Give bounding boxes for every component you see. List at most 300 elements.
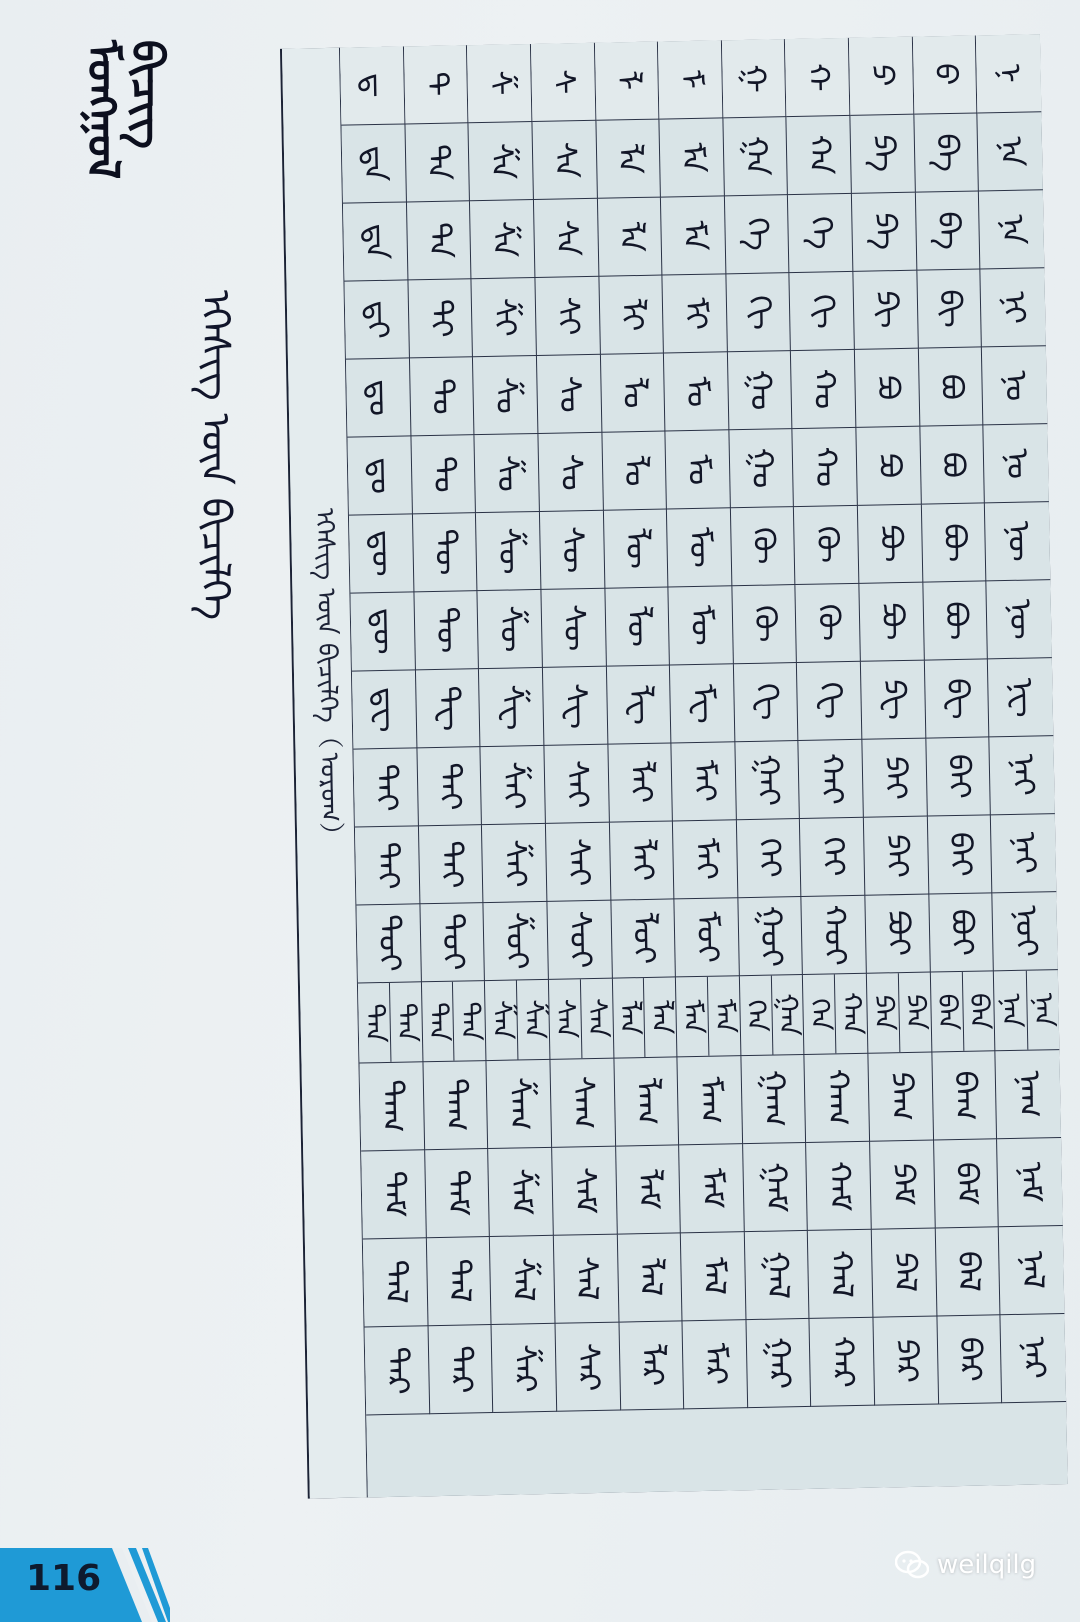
syllable-glyph: ᠪᠤ — [934, 451, 971, 478]
syllable-glyph: ᠳᠡᠨ — [358, 1002, 390, 1043]
syllable-glyph: ᠯᠡ — [612, 221, 648, 253]
syllable-glyph: ᠰᠠ — [547, 141, 583, 179]
grid-cell — [407, 201, 472, 280]
syllable-glyph: ᠰᠥ — [554, 525, 591, 574]
grid-cell — [850, 115, 915, 194]
grid-cell — [549, 979, 614, 1060]
grid-cell — [472, 278, 537, 357]
grid-cell — [361, 1150, 426, 1239]
syllable-glyph: ᠭᠠᠷ — [760, 1336, 797, 1390]
syllable-glyph: ᠱᠠᠢ — [495, 760, 532, 810]
syllable-glyph: ᠳᠣᠢ — [370, 914, 408, 973]
letter-glyph: ᠪ — [927, 63, 963, 87]
page-number: 116 — [26, 1558, 102, 1599]
chat-bubble-icon — [895, 1550, 929, 1580]
grid-cell — [914, 113, 979, 192]
grid-cell — [808, 1230, 873, 1319]
letter-glyph: ᠮ — [672, 69, 709, 90]
grid-cell — [492, 1324, 557, 1413]
syllable-glyph: ᠬᠥ — [809, 525, 845, 565]
grid-cell — [935, 1227, 1000, 1316]
grid-cell — [550, 1059, 615, 1148]
letter-glyph: ᠳ — [354, 72, 391, 99]
grid-cell — [729, 429, 794, 508]
grid-cell — [788, 194, 853, 273]
syllable-glyph: ᠬᠠᠮ — [821, 1160, 858, 1212]
syllable-glyph: ᠯᠠᠯ — [632, 1258, 668, 1297]
syllable-glyph: ᠫᠠᠨ — [899, 994, 931, 1031]
syllable-glyph: ᠱᠠᠮ — [503, 1168, 540, 1216]
grid-cell — [802, 896, 867, 975]
syllable-glyph: ᠭᠡᠨ — [740, 998, 772, 1032]
syllable-glyph: ᠬᠧ — [812, 681, 848, 720]
grid-cell-half — [740, 976, 773, 1056]
grid-cell — [546, 823, 611, 902]
syllable-glyph: ᠳᠡᠢ — [369, 841, 406, 890]
grid-cell — [861, 661, 926, 740]
syllable-glyph: ᠬᠡᠨ — [804, 997, 835, 1031]
grid-cell — [794, 506, 859, 585]
syllable-glyph: ᠱᠦ — [492, 605, 529, 653]
syllable-glyph: ᠰᠠᠷ — [570, 1342, 607, 1392]
grid-cell — [476, 512, 541, 591]
syllable-glyph: ᠭᠤ — [743, 447, 780, 489]
grid-cell — [404, 45, 469, 124]
syllable-glyph: ᠱᠠ — [483, 142, 520, 180]
grid-cell — [934, 1139, 999, 1228]
grid-cell — [670, 664, 735, 743]
syllable-glyph: ᠫᠣᠢ — [880, 910, 916, 958]
grid-cell — [619, 1321, 684, 1410]
syllable-glyph: ᠮᠡᠢ — [687, 837, 724, 881]
syllable-glyph: ᠯᠣ — [615, 376, 651, 409]
grid-cell — [726, 273, 791, 352]
grid-cell-half — [708, 976, 740, 1056]
syllable-glyph: ᠬᠦ — [810, 603, 847, 642]
syllable-glyph: ᠨᠠᠮ — [1012, 1161, 1049, 1203]
grid-cell — [996, 1050, 1061, 1139]
syllable-glyph: ᠰᠡᠨ — [549, 998, 581, 1040]
grid-cell — [732, 585, 797, 664]
grid-cell — [923, 581, 988, 660]
grid-cell — [596, 120, 661, 199]
syllable-glyph: ᠮᠠᠭ — [692, 1076, 729, 1125]
syllable-glyph: ᠲᠣ — [424, 377, 460, 415]
syllable-glyph: ᠫᠣ — [869, 374, 906, 401]
grid-cell — [663, 274, 728, 353]
grid-cell — [537, 355, 602, 434]
syllable-glyph: ᠮᠠᠯ — [695, 1256, 732, 1296]
syllable-glyph: ᠯᠥ — [618, 527, 654, 570]
letter-glyph: ᠰ — [545, 69, 582, 95]
syllable-glyph: ᠭᠠᠯ — [759, 1250, 796, 1300]
syllable-glyph: ᠪᠥ — [936, 522, 972, 563]
syllable-glyph: ᠮᠣᠢ — [689, 911, 726, 964]
syllable-glyph: ᠲᠧ — [430, 685, 467, 732]
grid-cell — [405, 123, 470, 202]
grid-cell — [987, 580, 1052, 659]
grid-cell — [931, 971, 996, 1052]
grid-cell — [602, 432, 667, 511]
syllable-glyph: ᠭᠠ — [737, 135, 774, 177]
grid-cell — [916, 191, 981, 270]
grid-cell — [425, 1149, 490, 1238]
syllable-glyph: ᠳᠣ — [360, 378, 397, 417]
syllable-glyph: ᠮᠦ — [683, 604, 720, 647]
grid-cell — [544, 745, 609, 824]
syllable-glyph: ᠪᠠ — [928, 132, 965, 173]
syllable-glyph: ᠳᠠᠮ — [375, 1170, 412, 1218]
grid-cell — [738, 897, 803, 976]
grid-cell — [920, 425, 985, 504]
letter-glyph: ᠫ — [863, 64, 900, 88]
syllable-glyph: ᠰᠠᠭ — [564, 1075, 602, 1130]
syllable-glyph: ᠮᠡ — [675, 219, 712, 251]
grid-cell — [347, 436, 412, 515]
syllable-glyph: ᠳᠦ — [365, 607, 401, 656]
syllable-glyph: ᠭᠥ — [745, 527, 782, 566]
letter-glyph: ᠨ — [991, 63, 1027, 84]
syllable-glyph: ᠭᠠᠭ — [755, 1070, 792, 1129]
grid-cell — [479, 668, 544, 747]
grid-cell — [661, 196, 726, 275]
syllable-glyph: ᠲᠡᠢ — [433, 839, 470, 889]
watermark-text: weilqilg — [937, 1550, 1037, 1580]
grid-cell — [614, 1057, 679, 1146]
syllable-glyph: ᠳᠢ — [359, 299, 395, 340]
syllable-glyph: ᠯᠡᠢ — [624, 839, 660, 882]
syllable-glyph: ᠮᠠᠷ — [697, 1342, 734, 1386]
grid-cell — [864, 817, 929, 896]
syllable-glyph: ᠬᠢ — [804, 293, 841, 329]
syllable-glyph: ᠳᠠ — [356, 145, 392, 183]
grid-cell — [420, 903, 485, 982]
side-caption: ᠡᠭᠡᠰᠢᠭ ᠦᠨ ᠪᠢᠴᠢᠯᠭᠡ（ᠤᠷᠤᠭ） — [308, 507, 346, 853]
syllable-glyph: ᠰᠡᠢ — [560, 837, 597, 887]
syllable-glyph: ᠰᠠᠢ — [558, 759, 595, 809]
grid-cell — [858, 505, 923, 584]
syllable-glyph: ᠱᠠᠨ — [517, 999, 549, 1040]
grid-cell — [728, 351, 793, 430]
syllable-glyph: ᠪᠡ — [930, 210, 966, 251]
grid-cell — [532, 121, 597, 200]
syllable-glyph: ᠭᠦ — [746, 605, 783, 644]
syllable-glyph: ᠨᠡ — [994, 213, 1031, 245]
syllable-glyph: ᠨᠠ — [992, 135, 1029, 167]
grid-cell — [679, 1144, 744, 1233]
grid-cell — [855, 349, 920, 428]
grid-cell — [612, 977, 677, 1058]
letter-glyph: ᠲ — [418, 71, 454, 97]
grid-cell-half — [549, 979, 582, 1059]
grid-cell — [356, 904, 421, 983]
syllable-glyph: ᠮᠠᠮ — [694, 1167, 730, 1209]
grid-cell — [745, 1231, 810, 1320]
syllable-glyph: ᠲᠠ — [419, 143, 456, 181]
grid-cell — [993, 892, 1058, 971]
grid-cell — [874, 1316, 939, 1405]
grid-cell-half — [931, 972, 964, 1052]
grid-cell — [666, 430, 731, 509]
grid-cell — [862, 739, 927, 818]
syllable-glyph: ᠲᠠᠮ — [439, 1169, 476, 1217]
grid-cell — [353, 748, 418, 827]
writing-practice-sheet — [220, 33, 1080, 1509]
grid-cell — [597, 198, 662, 277]
syllable-glyph: ᠲᠠᠢ — [431, 761, 468, 811]
grid-cell — [352, 670, 417, 749]
syllable-glyph: ᠨᠧ — [1003, 677, 1040, 718]
grid-cell — [997, 1138, 1062, 1227]
grid-cell — [660, 118, 725, 197]
syllable-glyph: ᠰᠠᠯ — [568, 1256, 605, 1302]
syllable-glyph: ᠭᠡ — [739, 217, 776, 252]
grid-cell-half — [581, 979, 613, 1059]
grid-cell — [790, 272, 855, 351]
syllable-glyph: ᠯᠠᠮ — [630, 1168, 667, 1211]
syllable-glyph: ᠯᠤ — [616, 454, 653, 487]
syllable-glyph: ᠫᠠᠷ — [888, 1338, 925, 1383]
grid-cell — [985, 502, 1050, 581]
syllable-glyph: ᠱᠡᠢ — [496, 838, 533, 888]
syllable-glyph: ᠪᠧ — [939, 677, 976, 720]
grid-cell — [608, 743, 673, 822]
syllable-glyph: ᠬᠡᠢ — [814, 836, 851, 878]
syllable-glyph: ᠭᠠᠮ — [757, 1161, 794, 1213]
grid-cell — [358, 982, 423, 1063]
grid-cell — [737, 819, 802, 898]
syllable-glyph: ᠳᠠᠨ — [390, 1002, 422, 1043]
grid-cell — [678, 1056, 743, 1145]
syllable-glyph: ᠫᠡᠢ — [878, 833, 915, 878]
grid-cell-half — [994, 971, 1028, 1051]
grid-cell-half — [676, 977, 709, 1057]
syllable-glyph: ᠫᠠᠢ — [877, 755, 913, 800]
syllable-glyph: ᠪᠣᠢ — [943, 908, 980, 957]
syllable-glyph: ᠬᠠᠨ — [835, 991, 867, 1036]
grid-cell — [856, 427, 921, 506]
syllable-glyph: ᠮᠣ — [678, 375, 715, 408]
grid-cell — [343, 202, 408, 281]
syllable-glyph: ᠫᠢ — [868, 290, 904, 329]
syllable-glyph: ᠳᠠᠷ — [379, 1345, 416, 1395]
syllable-glyph: ᠨᠡᠢ — [1006, 831, 1043, 875]
grid-cell — [922, 503, 987, 582]
grid-cell — [805, 1054, 870, 1143]
syllable-glyph: ᠬᠠ — [801, 134, 838, 176]
letter-glyph: ᠭ — [736, 63, 773, 93]
syllable-glyph: ᠨᠣ — [997, 369, 1034, 402]
grid-cell — [490, 1236, 555, 1325]
grid-cell — [422, 981, 487, 1062]
syllable-glyph: ᠭᠠᠢ — [749, 753, 786, 807]
syllable-glyph: ᠰᠠᠨ — [581, 998, 613, 1039]
syllable-glyph: ᠲᠠᠭ — [437, 1078, 474, 1133]
grid-cell — [683, 1320, 748, 1409]
grid-cell — [467, 44, 532, 123]
grid-cell — [867, 973, 932, 1054]
syllable-glyph: ᠱᠤ — [489, 454, 526, 492]
grid-cell — [928, 815, 993, 894]
syllable-glyph: ᠱᠡ — [484, 220, 521, 258]
grid-cell-half — [803, 974, 836, 1054]
grid-cell — [416, 669, 481, 748]
grid-cell — [667, 508, 732, 587]
grid-cell — [365, 1326, 430, 1415]
syllable-glyph: ᠱᠡᠨ — [485, 1000, 517, 1041]
grid-cell — [673, 820, 738, 899]
grid-cell — [428, 1325, 493, 1414]
grid-cell — [488, 1148, 553, 1237]
syllable-glyph: ᠭᠠᠨ — [772, 993, 804, 1037]
grid-cell — [797, 662, 862, 741]
syllable-glyph: ᠲᠤ — [425, 455, 462, 493]
grid-cell-half — [517, 980, 549, 1060]
grid-cell — [740, 975, 805, 1056]
grid-cell — [787, 116, 852, 195]
syllable-glyph: ᠫᠡ — [866, 212, 903, 251]
syllable-glyph: ᠮᠤ — [680, 453, 716, 486]
syllable-glyph: ᠯᠠᠨ — [645, 999, 676, 1035]
syllable-glyph: ᠬᠠᠯ — [822, 1249, 859, 1299]
grid-cell — [417, 747, 482, 826]
syllable-glyph: ᠪᠠᠢ — [940, 753, 977, 800]
syllable-glyph: ᠬᠤ — [807, 446, 844, 488]
syllable-glyph: ᠨᠤ — [998, 447, 1035, 479]
grid-cell — [990, 736, 1055, 815]
grid-cell — [340, 46, 405, 125]
syllable-glyph: ᠯᠢ — [613, 297, 650, 332]
grid-cell — [937, 1315, 1002, 1404]
grid-cell-half — [453, 981, 485, 1061]
syllable-glyph: ᠱᠠᠯ — [504, 1257, 541, 1303]
syllable-glyph: ᠰᠣᠢ — [561, 910, 598, 970]
grid-cell — [791, 350, 856, 429]
grid-cell — [865, 895, 930, 974]
syllable-glyph: ᠲᠢ — [422, 298, 459, 338]
grid-cell — [1001, 1314, 1066, 1403]
syllable-glyph: ᠫᠠᠮ — [884, 1163, 921, 1207]
grid-cell — [599, 276, 664, 355]
grid-cell — [611, 899, 676, 978]
grid-cell — [979, 190, 1044, 269]
grid-cell-half — [1027, 970, 1060, 1050]
syllable-glyph: ᠰᠢ — [550, 296, 586, 336]
grid-cell-half — [485, 980, 518, 1060]
syllable-glyph: ᠲᠡᠨ — [422, 1001, 454, 1042]
syllable-glyph: ᠪᠣ — [933, 373, 969, 401]
syllable-glyph: ᠯᠠᠢ — [622, 761, 659, 804]
syllable-glyph: ᠭᠧ — [748, 683, 785, 722]
syllable-glyph: ᠮᠧ — [684, 683, 721, 724]
syllable-glyph: ᠰᠧ — [557, 682, 594, 730]
grid-cell — [734, 663, 799, 742]
syllable-glyph: ᠱᠠᠭ — [501, 1076, 538, 1132]
syllable-glyph: ᠪᠡᠢ — [942, 831, 979, 878]
grid-cell — [803, 974, 868, 1055]
syllable-glyph: ᠳᠥ — [363, 529, 400, 578]
syllable-glyph: ᠱᠣ — [487, 376, 524, 414]
grid-cell — [849, 37, 914, 116]
syllable-glyph: ᠲᠡ — [421, 221, 457, 259]
grid-cell — [807, 1142, 872, 1231]
syllable-glyph: ᠮᠠ — [674, 141, 710, 173]
grid-cell — [872, 1228, 937, 1317]
syllable-glyph: ᠨᠠᠭ — [1010, 1070, 1047, 1119]
syllable-glyph: ᠨᠠᠨ — [1027, 992, 1059, 1028]
syllable-glyph: ᠯᠠᠭ — [628, 1077, 665, 1126]
grid-cell — [531, 43, 596, 122]
grid-cell — [616, 1145, 681, 1234]
letter-glyph: ᠬ — [800, 62, 836, 92]
grid-cell-half — [422, 982, 455, 1062]
syllable-glyph: ᠯᠧ — [621, 684, 657, 725]
syllable-glyph: ᠭᠣᠢ — [752, 905, 789, 968]
grid-cell — [344, 280, 409, 359]
grid-cell — [853, 271, 918, 350]
grid-cell — [799, 740, 864, 819]
grid-cell — [411, 435, 476, 514]
grid-cell — [617, 1233, 682, 1322]
syllable-glyph: ᠲᠦ — [428, 606, 465, 654]
grid-cell — [426, 1237, 491, 1326]
grid-cell-half — [962, 971, 994, 1051]
grid-cell — [994, 970, 1059, 1051]
grid-cell — [991, 814, 1056, 893]
syllable-glyph: ᠮᠠᠢ — [686, 759, 723, 803]
grid-cell — [984, 424, 1049, 503]
grid-cell — [675, 898, 740, 977]
grid-cell — [475, 434, 540, 513]
syllable-glyph: ᠰᠤ — [553, 452, 589, 491]
grid-cell — [534, 199, 599, 278]
syllable-glyph: ᠳᠤ — [362, 456, 398, 495]
grid-cell — [473, 356, 538, 435]
syllable-glyph: ᠨᠠᠢ — [1004, 753, 1041, 797]
grid-cell — [793, 428, 858, 507]
syllable-glyph: ᠰᠣ — [551, 375, 588, 413]
grid-cell — [932, 1051, 997, 1140]
grid-cell — [346, 358, 411, 437]
grid-cell — [664, 352, 729, 431]
grid-cell-half — [772, 975, 804, 1055]
grid-cell — [669, 586, 734, 665]
grid-cell — [929, 893, 994, 972]
grid-cell — [600, 354, 665, 433]
grid-cell — [469, 122, 534, 201]
syllable-glyph: ᠪᠠᠯ — [950, 1250, 987, 1293]
syllable-glyph: ᠬᠡ — [803, 215, 839, 251]
syllable-glyph: ᠬᠣᠢ — [816, 903, 853, 966]
syllable-glyph: ᠯᠦ — [619, 605, 656, 648]
section-caption: ᠡᠭᠡᠰᠢᠭ ᠦᠨ ᠪᠢᠴᠢᠯᠭᠡ — [192, 290, 238, 621]
grid-cell — [976, 34, 1041, 113]
grid-cell — [554, 1235, 619, 1324]
grid-cell — [538, 433, 603, 512]
syllable-glyph: ᠰᠡ — [548, 219, 585, 257]
syllable-glyph: ᠪᠦ — [937, 600, 974, 641]
grid-cell — [800, 818, 865, 897]
syllable-glyph: ᠲᠠᠷ — [442, 1344, 479, 1394]
syllable-glyph: ᠫᠦ — [874, 602, 910, 642]
grid-cell — [355, 826, 420, 905]
grid-cell — [540, 511, 605, 590]
syllable-glyph: ᠭᠡᠢ — [751, 837, 788, 879]
grid-cell-half — [899, 973, 931, 1053]
syllable-glyph: ᠰᠦ — [555, 603, 592, 652]
grid-cell — [341, 124, 406, 203]
syllable-glyph: ᠨᠦ — [1001, 598, 1038, 640]
